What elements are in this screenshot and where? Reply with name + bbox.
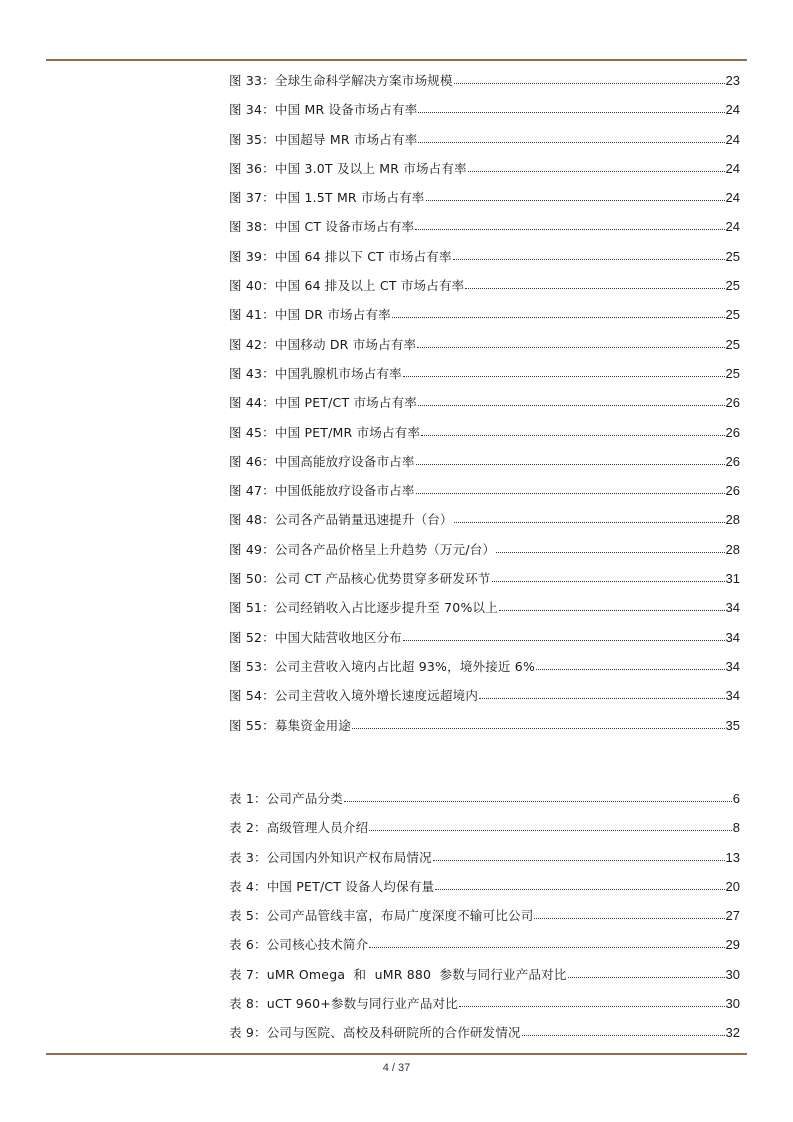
dot-leader (453, 249, 725, 260)
entry-label: 图 47：中国低能放疗设备市占率 (229, 483, 415, 499)
dot-leader (426, 190, 725, 201)
dot-leader (344, 791, 732, 802)
entry-page-number: 25 (725, 365, 740, 381)
entry-label: 图 51：公司经销收入占比逐步提升至 70%以上 (229, 600, 498, 616)
entry-label: 图 36：中国 3.0T 及以上 MR 市场占有率 (229, 160, 467, 176)
entry-page-number: 13 (725, 849, 740, 865)
entry-page-number: 28 (725, 512, 740, 528)
table-list (229, 790, 740, 1053)
toc-entry-table-6[interactable] (229, 936, 740, 965)
entry-page-number: 30 (725, 966, 740, 982)
entry-page-number: 28 (725, 541, 740, 557)
toc-entry-figure-35[interactable] (229, 131, 740, 160)
toc-entry-figure-39[interactable] (229, 248, 740, 277)
toc-entry-table-4[interactable] (229, 878, 740, 907)
entry-page-number: 23 (725, 73, 740, 88)
dot-leader (568, 967, 725, 978)
entry-page-number: 25 (725, 307, 740, 323)
entry-label: 图 33：全球生命科学解决方案市场规模 (229, 73, 453, 88)
entry-page-number: 24 (725, 160, 740, 176)
entry-page-number: 30 (725, 995, 740, 1011)
entry-page-number: 27 (725, 908, 740, 923)
dot-leader (417, 337, 724, 348)
dot-leader (403, 366, 725, 377)
toc-entry-figure-41[interactable] (229, 306, 740, 335)
dot-leader (418, 102, 724, 113)
entry-label: 图 50：公司 CT 产品核心优势贯穿多研发环节 (229, 571, 491, 587)
dot-leader (499, 600, 725, 611)
toc-entry-table-1[interactable] (229, 790, 740, 819)
dot-leader (369, 820, 731, 831)
entry-label: 图 43：中国乳腺机市场占有率 (229, 365, 402, 381)
dot-leader (392, 307, 725, 318)
entry-label: 图 48：公司各产品销量迅速提升（台） (229, 512, 453, 528)
toc-entry-figure-44[interactable] (229, 394, 740, 423)
entry-page-number: 32 (725, 1025, 740, 1040)
dot-leader (352, 718, 724, 729)
entry-page-number: 8 (732, 820, 740, 836)
entry-page-number: 31 (725, 571, 740, 587)
entry-label: 图 34：中国 MR 设备市场占有率 (229, 102, 418, 118)
entry-label: 图 55：募集资金用途 (229, 717, 352, 733)
toc-entry-figure-50[interactable] (229, 570, 740, 599)
entry-label: 表 5：公司产品管线丰富，布局广度深度不输可比公司 (229, 908, 534, 923)
entry-label: 表 9：公司与医院、高校及科研院所的合作研发情况 (229, 1025, 521, 1040)
dot-leader (536, 659, 724, 670)
toc-entry-table-2[interactable] (229, 819, 740, 848)
entry-label: 图 54：公司主营收入境外增长速度远超境内 (229, 688, 479, 704)
entry-label: 表 2：高级管理人员介绍 (229, 820, 369, 836)
entry-page-number: 24 (725, 131, 740, 147)
entry-label: 表 4：中国 PET/CT 设备人均保有量 (229, 878, 435, 894)
entry-page-number: 24 (725, 102, 740, 118)
header-rule (46, 59, 747, 61)
entry-page-number: 26 (725, 453, 740, 469)
entry-label: 表 1：公司产品分类 (229, 791, 343, 806)
toc-entry-table-9[interactable] (229, 1024, 740, 1053)
entry-page-number: 34 (725, 688, 740, 704)
entry-label: 图 52：中国大陆营收地区分布 (229, 629, 402, 645)
entry-label: 表 3：公司国内外知识产权布局情况 (229, 849, 432, 865)
toc-entry-figure-34[interactable] (229, 101, 740, 130)
dot-leader (465, 278, 724, 289)
entry-page-number: 24 (725, 190, 740, 206)
dot-leader (459, 996, 725, 1007)
entry-label: 图 39：中国 64 排以下 CT 市场占有率 (229, 248, 452, 264)
dot-leader (415, 219, 724, 230)
toc-entry-figure-37[interactable] (229, 189, 740, 218)
entry-label: 图 44：中国 PET/CT 市场占有率 (229, 395, 417, 411)
toc-entry-table-7[interactable] (229, 966, 740, 995)
toc-entry-table-5[interactable] (229, 907, 740, 936)
toc-entry-figure-54[interactable] (229, 687, 740, 716)
dot-leader (435, 879, 724, 890)
toc-entry-figure-33[interactable] (229, 72, 740, 101)
dot-leader (369, 937, 724, 948)
entry-label: 图 37：中国 1.5T MR 市场占有率 (229, 190, 425, 206)
entry-label: 图 53：公司主营收入境内占比超 93%，境外接近 6% (229, 658, 536, 674)
dot-leader (492, 571, 725, 582)
dot-leader (454, 512, 725, 523)
dot-leader (418, 395, 725, 406)
toc-entry-figure-55[interactable] (229, 717, 740, 746)
dot-leader (496, 542, 724, 553)
dot-leader (416, 483, 725, 494)
entry-label: 表 7：uMR Omega 和 uMR 880 参数与同行业产品对比 (229, 966, 567, 982)
footer-rule (46, 1053, 747, 1055)
entry-label: 图 38：中国 CT 设备市场占有率 (229, 219, 415, 235)
toc-entry-figure-36[interactable] (229, 160, 740, 189)
entry-page-number: 24 (725, 219, 740, 235)
entry-page-number: 6 (732, 791, 740, 806)
toc-entry-figure-51[interactable] (229, 599, 740, 628)
entry-label: 表 6：公司核心技术简介 (229, 937, 369, 953)
entry-page-number: 20 (725, 878, 740, 894)
entry-page-number: 25 (725, 278, 740, 294)
entry-page-number: 26 (725, 395, 740, 411)
dot-leader (479, 688, 724, 699)
dot-leader (433, 850, 725, 861)
figure-list (229, 72, 740, 746)
entry-label: 表 8：uCT 960+参数与同行业产品对比 (229, 995, 458, 1011)
toc-entry-figure-43[interactable] (229, 365, 740, 394)
entry-page-number: 34 (725, 600, 740, 616)
dot-leader (468, 161, 725, 172)
dot-leader (522, 1025, 725, 1036)
dot-leader (403, 630, 725, 641)
dot-leader (418, 132, 724, 143)
dot-leader (416, 454, 725, 465)
toc-entry-figure-40[interactable] (229, 277, 740, 306)
toc-entry-table-8[interactable] (229, 995, 740, 1024)
toc-entry-figure-38[interactable] (229, 218, 740, 247)
entry-label: 图 45：中国 PET/MR 市场占有率 (229, 424, 421, 440)
toc-entry-figure-48[interactable] (229, 511, 740, 540)
entry-label: 图 35：中国超导 MR 市场占有率 (229, 131, 418, 147)
entry-label: 图 42：中国移动 DR 市场占有率 (229, 336, 417, 352)
entry-page-number: 34 (725, 629, 740, 645)
toc-entry-table-3[interactable] (229, 849, 740, 878)
toc-entry-figure-45[interactable] (229, 424, 740, 453)
toc-entry-figure-52[interactable] (229, 629, 740, 658)
dot-leader (454, 73, 725, 84)
entry-label: 图 49：公司各产品价格呈上升趋势（万元/台） (229, 541, 496, 557)
entry-page-number: 25 (725, 336, 740, 352)
toc-entry-figure-42[interactable] (229, 336, 740, 365)
entry-label: 图 41：中国 DR 市场占有率 (229, 307, 391, 323)
dot-leader (534, 908, 724, 919)
entry-page-number: 34 (725, 658, 740, 674)
toc-entry-figure-46[interactable] (229, 453, 740, 482)
entry-label: 图 46：中国高能放疗设备市占率 (229, 453, 415, 469)
entry-page-number: 26 (725, 424, 740, 440)
toc-entry-figure-53[interactable] (229, 658, 740, 687)
entry-page-number: 35 (725, 717, 740, 733)
toc-entry-figure-47[interactable] (229, 482, 740, 511)
entry-page-number: 29 (725, 937, 740, 953)
toc-entry-figure-49[interactable] (229, 541, 740, 570)
entry-page-number: 25 (725, 248, 740, 264)
entry-page-number: 26 (725, 483, 740, 499)
entry-label: 图 40：中国 64 排及以上 CT 市场占有率 (229, 278, 465, 294)
dot-leader (421, 425, 724, 436)
page-number-indicator: 4 / 37 (382, 1062, 411, 1074)
